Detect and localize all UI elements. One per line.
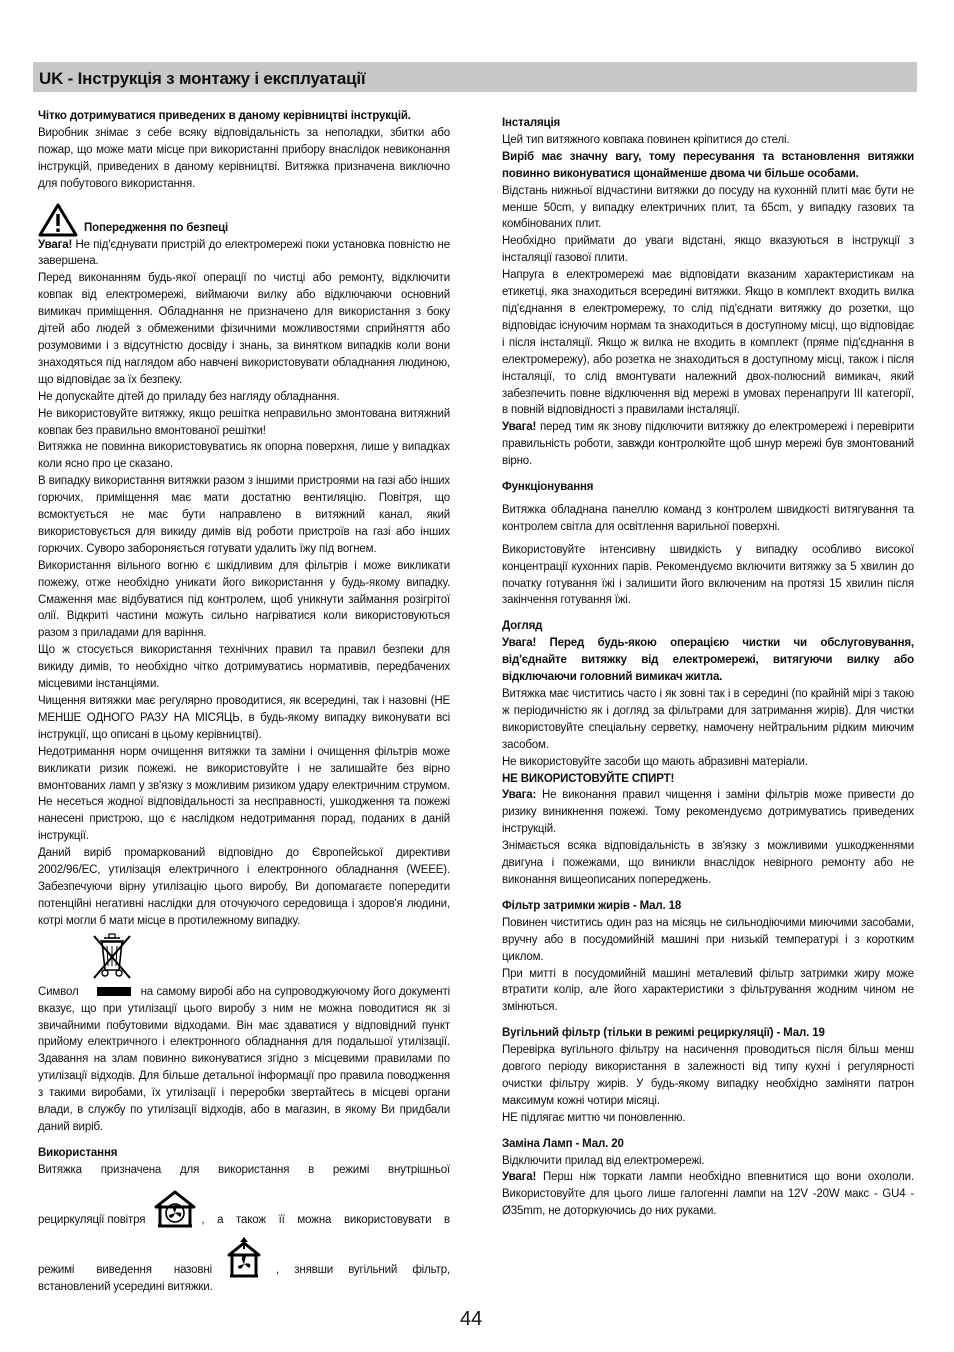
- use-heading: Використання: [38, 1146, 118, 1159]
- gas-paragraph: В випадку використання витяжки разом з іншими пристроями на газі або інших горючих, приміщення має мати достатню вентиляцію. Повітря, що всмоктується не має бути направлено в витяжний канал, який використовується для викиду димів від роботи пристроїв на газі або інших горючих. Суворо забороняється готувати удалить їжу під вогнем.: [38, 475, 450, 555]
- safety-heading: Попередження по безпеці: [84, 221, 229, 234]
- clean-regular-paragraph: Чищення витяжки має регулярно проводитися, як всередині, так і назовні (НЕ МЕНШЕ ОДНОГО РАЗУ НА МІСЯЦЬ, в будь-якому випадку виконувати всі інструкції, що описані в цьому керівництві).: [38, 695, 450, 741]
- symbol-text: на самому виробі або на супроводжуючому його документі вказує, що при утилізації цього виробу з ним не можна поводитися як зі звичайними побутовими відходами. Він має здаватися у відповідний пункт прийому електричного і електронного обладнання для подальшої утилізації. Здавання на злам повинно виконуватися згідно з місцевими правилами по утилізації відходів. Для більше детальної інформації про правила поводження з такими виробами, їх утилізації і переробки звертайтесь в місцеві органи влади, в службу по утилізації відходів, або в магазин, в якому Ви придбали даний виріб.: [38, 985, 450, 1133]
- install-bold-text: Виріб має значну вагу, тому пересування та встановлення витяжки повинно виконуватися щонайменше двома чи більше особами.: [502, 150, 914, 180]
- install-warn-text: перед тим як знову підключити витяжку до електромережі і перевірити правильність роботи, завжди контролюйте щоб шнур мережі був змонтований вірно.: [502, 421, 914, 468]
- lamp-warn-text: Перш ніж торкати лампи необхідно впевнитися що вони охололи. Використовуйте для цього лише галогенні лампи на 12V -20W макс - GU4 - Ø35mm, не доторкуючись до них руками.: [502, 1171, 914, 1218]
- carbon-p1: Перевірка вугільного фільтру на насичення проводиться після більш менш довгого періоду використання в залежності від типу кухні і регулярності очистки фільтру жирів. У будь-якому випадку необхідно заміняти патрон максимум кожні чотири місяці.: [502, 1044, 914, 1107]
- support-paragraph: Витяжка не повинна використовуватись як опорна поверхня, лише у випадках коли ясно про це сказано.: [38, 441, 450, 471]
- carbon-p2: НЕ підлягає миттю чи поновленню.: [502, 1111, 686, 1124]
- use-line-4: встановлений усередині витяжки.: [38, 1280, 213, 1293]
- symbol-word: Символ: [38, 985, 79, 998]
- install-bold: [502, 149, 914, 183]
- install-p4: Напруга в електромережі має відповідати вказаним характеристикам на етикетці, яка знаходиться всередині витяжки. Якщо в комплект входить вилка під'єднання в електромережу, то слід під'єднати витяжку до розетки, що відповідає існуючим нормам та знаходиться в доступному місці, що відповідає і після інсталяції. Якщо ж вилка не входить в комплект (пряме під'єднання в електромережу), або розетка не знаходиться в доступному місці, також і після інсталяції, то слід вмонтувати належний двох-полюсний вимикач, який забезпечить повне відключення від мережі в умовах перенапруги III категорії, в повній відповідності з правилами інсталяції.: [502, 269, 914, 417]
- warning-triangle-icon: [38, 203, 78, 237]
- weee-paragraph: Даний виріб промаркований відповідно до Європейської директиви 2002/96/EC, утилізація електричного і електронного обладнання (WEEE). Забезпечуючи вірну утилізацію цього виробу, Ви допомагаєте попередити потенційні негативні наслідки для оточуючого середовища і здоров'я людини, котрі могли б мати місце в протилежному випадку.: [38, 847, 450, 927]
- install-warning: [502, 419, 914, 470]
- use-line-3a: режимі виведення назовні: [38, 1263, 212, 1276]
- use-line-2b: , а також її можна використовувати в: [201, 1213, 450, 1226]
- warning-paragraph: [38, 237, 450, 271]
- care-heading: Догляд: [502, 620, 543, 633]
- use-line-2a: рециркуляції повітря: [38, 1213, 146, 1226]
- lamp-p1: Відключити прилад від електромережі.: [502, 1154, 705, 1167]
- lamp-heading: Заміна Ламп - Мал. 20: [502, 1137, 624, 1150]
- func-heading: Функціонування: [502, 481, 594, 494]
- recirculation-icon: [153, 1189, 197, 1229]
- symbol-paragraph: [38, 984, 450, 1136]
- grease-p1: Повинен чиститись один раз на місяць не сильнодіючими миючими засобами, вручну або в посудомийній машині при низькій температурі і з коротким циклом.: [502, 916, 914, 963]
- care-bold: [502, 635, 914, 686]
- func-p1: Витяжка обладнана панеллю команд з контролем швидкості витягування та контролем світла для освітлення варильної поверхні.: [502, 503, 914, 533]
- use-line-1: Витяжка призначена для використання в режимі внутрішньої: [38, 1163, 450, 1176]
- cleaning-paragraph: Перед виконанням будь-якої операції по чистці або ремонту, відключити ковпак від електромережі, виймаючи вилку або відключаючи основний вимикач приміщення. Обладнання не призначено для використання з боку дітей або людей з обмеженими фізичними можливостями сприйняття або розумовими і з відсутністю досвіду і знань, за винятком випадків коли вони знаходяться під наглядом або навчені використовувати обладнання людиною, що відповідає за їх безпеку.: [38, 272, 450, 386]
- crossed-out-bin-icon: [90, 932, 134, 980]
- safety-heading-row: [38, 203, 450, 237]
- care-warn-text: Не виконання правил чищення і заміни фільтрів може привести до ризику виникнення пожежі. Тому рекомендуємо дотримуватись приведених інструкцій.: [502, 789, 914, 836]
- use-line-3b: , знявши вугільний фільтр,: [276, 1263, 450, 1276]
- intro-text: Виробник знімає з себе всяку відповідальність за неполадки, збитки або пожар, що може мати місце при використанні прибору внаслідок невиконання інструкцій, приведених в даному керівництві. Витяжка призначена виключно для побутового використання.: [38, 126, 450, 190]
- weee-icon-row: [38, 932, 450, 982]
- care-p2: Не використовуйте засоби що мають абразивні матеріали.: [502, 755, 808, 768]
- use-line-2: [38, 1185, 450, 1229]
- warning-text: Не під'єднувати пристрій до електромережі поки установка повністю не завершена.: [38, 238, 450, 268]
- extraction-icon: [226, 1237, 262, 1279]
- grease-heading: Фільтр затримки жирів - Мал. 18: [502, 899, 682, 912]
- fire-paragraph: Використання вільного вогню є шкідливим для фільтрів і може викликати пожежу, отже необхідно уникати його використання у будь-якому випадку. Смаження має відбуватися під контролем, щоб уникнути займання розігрітої олії. Відкриті частини можуть сильно нагріватися коли використовуються разом з приладами для варіння.: [38, 559, 450, 640]
- intro-bold: Чітко дотримуватися приведених в даному керівництві інструкцій.: [38, 110, 411, 122]
- risk-paragraph: Недотримання норм очищення витяжки та заміни і очищення фільтрів може викликати ризик пожежі. не використовуйте і не залишайте без вірно вмонтованих ламп у зв'язку з можливим ризиком удару електричним струмом. Не несеться жодної відповідальності за несправності, ушкодження та пожежі нанесені пристрою, що є наслідком недотримання порад, поданих в даній інструкції.: [38, 745, 450, 843]
- care-p3: [502, 771, 914, 788]
- right-column: [502, 115, 914, 1220]
- care-warning: [502, 787, 914, 838]
- install-p3: Необхідно приймати до уваги відстані, якщо вказуються в інструкції з інсталяції газової плити.: [502, 235, 914, 265]
- install-p2: Відстань нижньої відчастини витяжки до посуду на кухонній плиті має бути не менше 50cm, у випадку електричних плит, та 65cm, у випадку газових та комбінованих плит.: [502, 184, 914, 231]
- care-warn-label: Увага:: [502, 789, 537, 802]
- children-paragraph: Не допускайте дітей до приладу без нагляду обладнання.: [38, 390, 340, 403]
- rules-paragraph: Що ж стосується використання технічних правил та правил безпеки для викиду димів, то необхідно чітко дотримуватись нормативів, передбачених місцевими інстанціями.: [38, 644, 450, 691]
- grille-paragraph: Не використовуйте витяжку, якщо решітка неправильно змонтована витяжний ковпак без правильно вмонтованої решітки!: [38, 407, 450, 437]
- lamp-warning: [502, 1169, 914, 1220]
- use-line-3: [38, 1235, 450, 1279]
- warning-label: Увага!: [38, 238, 73, 251]
- install-warn-label: Увага!: [502, 421, 537, 434]
- lamp-warn-label: Увага!: [502, 1171, 537, 1184]
- care-p3-text: НЕ ВИКОРИСТОВУЙТЕ СПИРТ!: [502, 772, 675, 785]
- page-title: UK - Інструкція з монтажу і експлуатації: [33, 62, 917, 92]
- weee-bar-symbol: [97, 987, 131, 996]
- intro-paragraph: [38, 108, 450, 125]
- carbon-heading: Вугільний фільтр (тільки в режимі рециркуляції) - Мал. 19: [502, 1027, 825, 1040]
- page-number: 44: [460, 1308, 483, 1330]
- func-p2: Використовуйте інтенсивну швидкість у випадку особливо високої концентрації кухонних парів. Рекомендуємо включити витяжку за 5 хвилин до початку готування їжі і залишити його включеним на протязі 15 хвилин після закінчення готування їжі.: [502, 543, 914, 607]
- install-heading: Інсталяція: [502, 117, 561, 129]
- care-p4: Знімається всяка відповідальність в зв'язку з можливими ушкодженнями двигуна і пожежами, що виникли внаслідок невірного ремонту або не виконання вищеописаних попереджень.: [502, 840, 914, 886]
- left-column: [38, 108, 450, 1296]
- care-bold-text: Увага! Перед будь-якою операцією чистки чи обслуговування, від'єднайте витяжку від електромережі, витягуючи вилку або відключаючи головний вимикач житла.: [502, 637, 914, 684]
- care-p1: Витяжка має чиститись часто і як зовні так і в середині (по крайній мірі з такою ж періодичністю як і догляд за фільтрами для затримання жирів). Для чистки використовуйте спеціальну серветку, намочену нейтральним рідким миючим засобом.: [502, 688, 914, 751]
- install-p1: Цей тип витяжного ковпака повинен кріпитися до стелі.: [502, 133, 790, 146]
- grease-p2: При митті в посудомийній машині металевий фільтр затримки жиру може втратити колір, але його характеристики з фільтрування жодним чином не змінються.: [502, 967, 914, 1014]
